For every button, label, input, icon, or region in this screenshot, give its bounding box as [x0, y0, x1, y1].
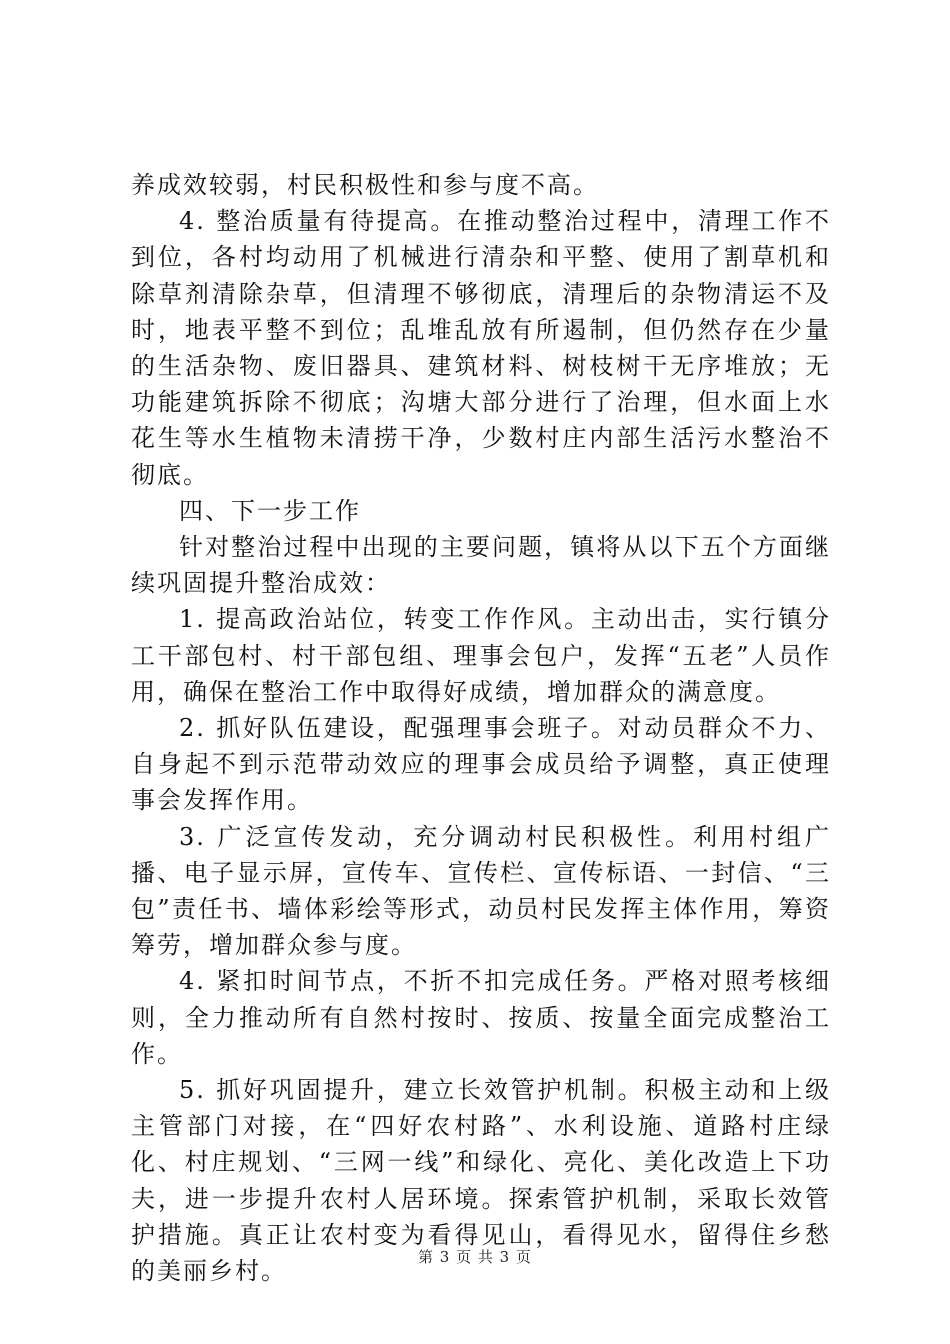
paragraph-step-5: 5. 抓好巩固提升，建立长效管护机制。积极主动和上级主管部门对接，在“四好农村路”、水利设施、道路村庄绿化、村庄规划、“三网一线”和绿化、亮化、美化改造上下功夫，进一步提升农村人居环境。探索管护机制，采取长效管护措施。真正让农村变为看得见山，看得见水，留得住乡愁的美丽乡村。	[131, 1076, 831, 1286]
paragraph-step-1: 1. 提高政治站位，转变工作作风。主动出击，实行镇分工干部包村、村干部包组、理事会包户，发挥“五老”人员作用，确保在整治工作中取得好成绩，增加群众的满意度。	[131, 605, 831, 706]
paragraph-step-3: 3. 广泛宣传发动，充分调动村民积极性。利用村组广播、电子显示屏，宣传车、宣传栏、宣传标语、一封信、“三包”责任书、墙体彩绘等形式，动员村民发挥主体作用，筹资筹劳，增加群众参与度。	[131, 822, 831, 960]
paragraph-step-4: 4. 紧扣时间节点，不折不扣完成任务。严格对照考核细则，全力推动所有自然村按时、按质、按量全面完成整治工作。	[131, 967, 831, 1068]
section-heading-next-steps: 四、下一步工作	[179, 496, 361, 525]
paragraph-intro: 针对整治过程中出现的主要问题，镇将从以下五个方面继续巩固提升整治成效：	[131, 533, 831, 598]
page-footer: 第 3 页 共 3 页	[418, 1248, 532, 1266]
paragraph-issue-4: 4. 整治质量有待提高。在推动整治过程中，清理工作不到位，各村均动用了机械进行清杂和平整、使用了割草机和除草剂清除杂草，但清理不够彻底，清理后的杂物清运不及时，地表平整不到位；乱堆乱放有所遏制，但仍然存在少量的生活杂物、废旧器具、建筑材料、树枝树干无序堆放；无功能建筑拆除不彻底；沟塘大部分进行了治理，但水面上水花生等水生植物未清捞干净，少数村庄内部生活污水整治不彻底。	[131, 207, 831, 489]
paragraph-continuation: 养成效较弱，村民积极性和参与度不高。	[131, 171, 599, 199]
paragraph-step-2: 2. 抓好队伍建设，配强理事会班子。对动员群众不力、自身起不到示范带动效应的理事会成员给予调整，真正使理事会发挥作用。	[131, 714, 831, 815]
document-body	[131, 167, 831, 1289]
